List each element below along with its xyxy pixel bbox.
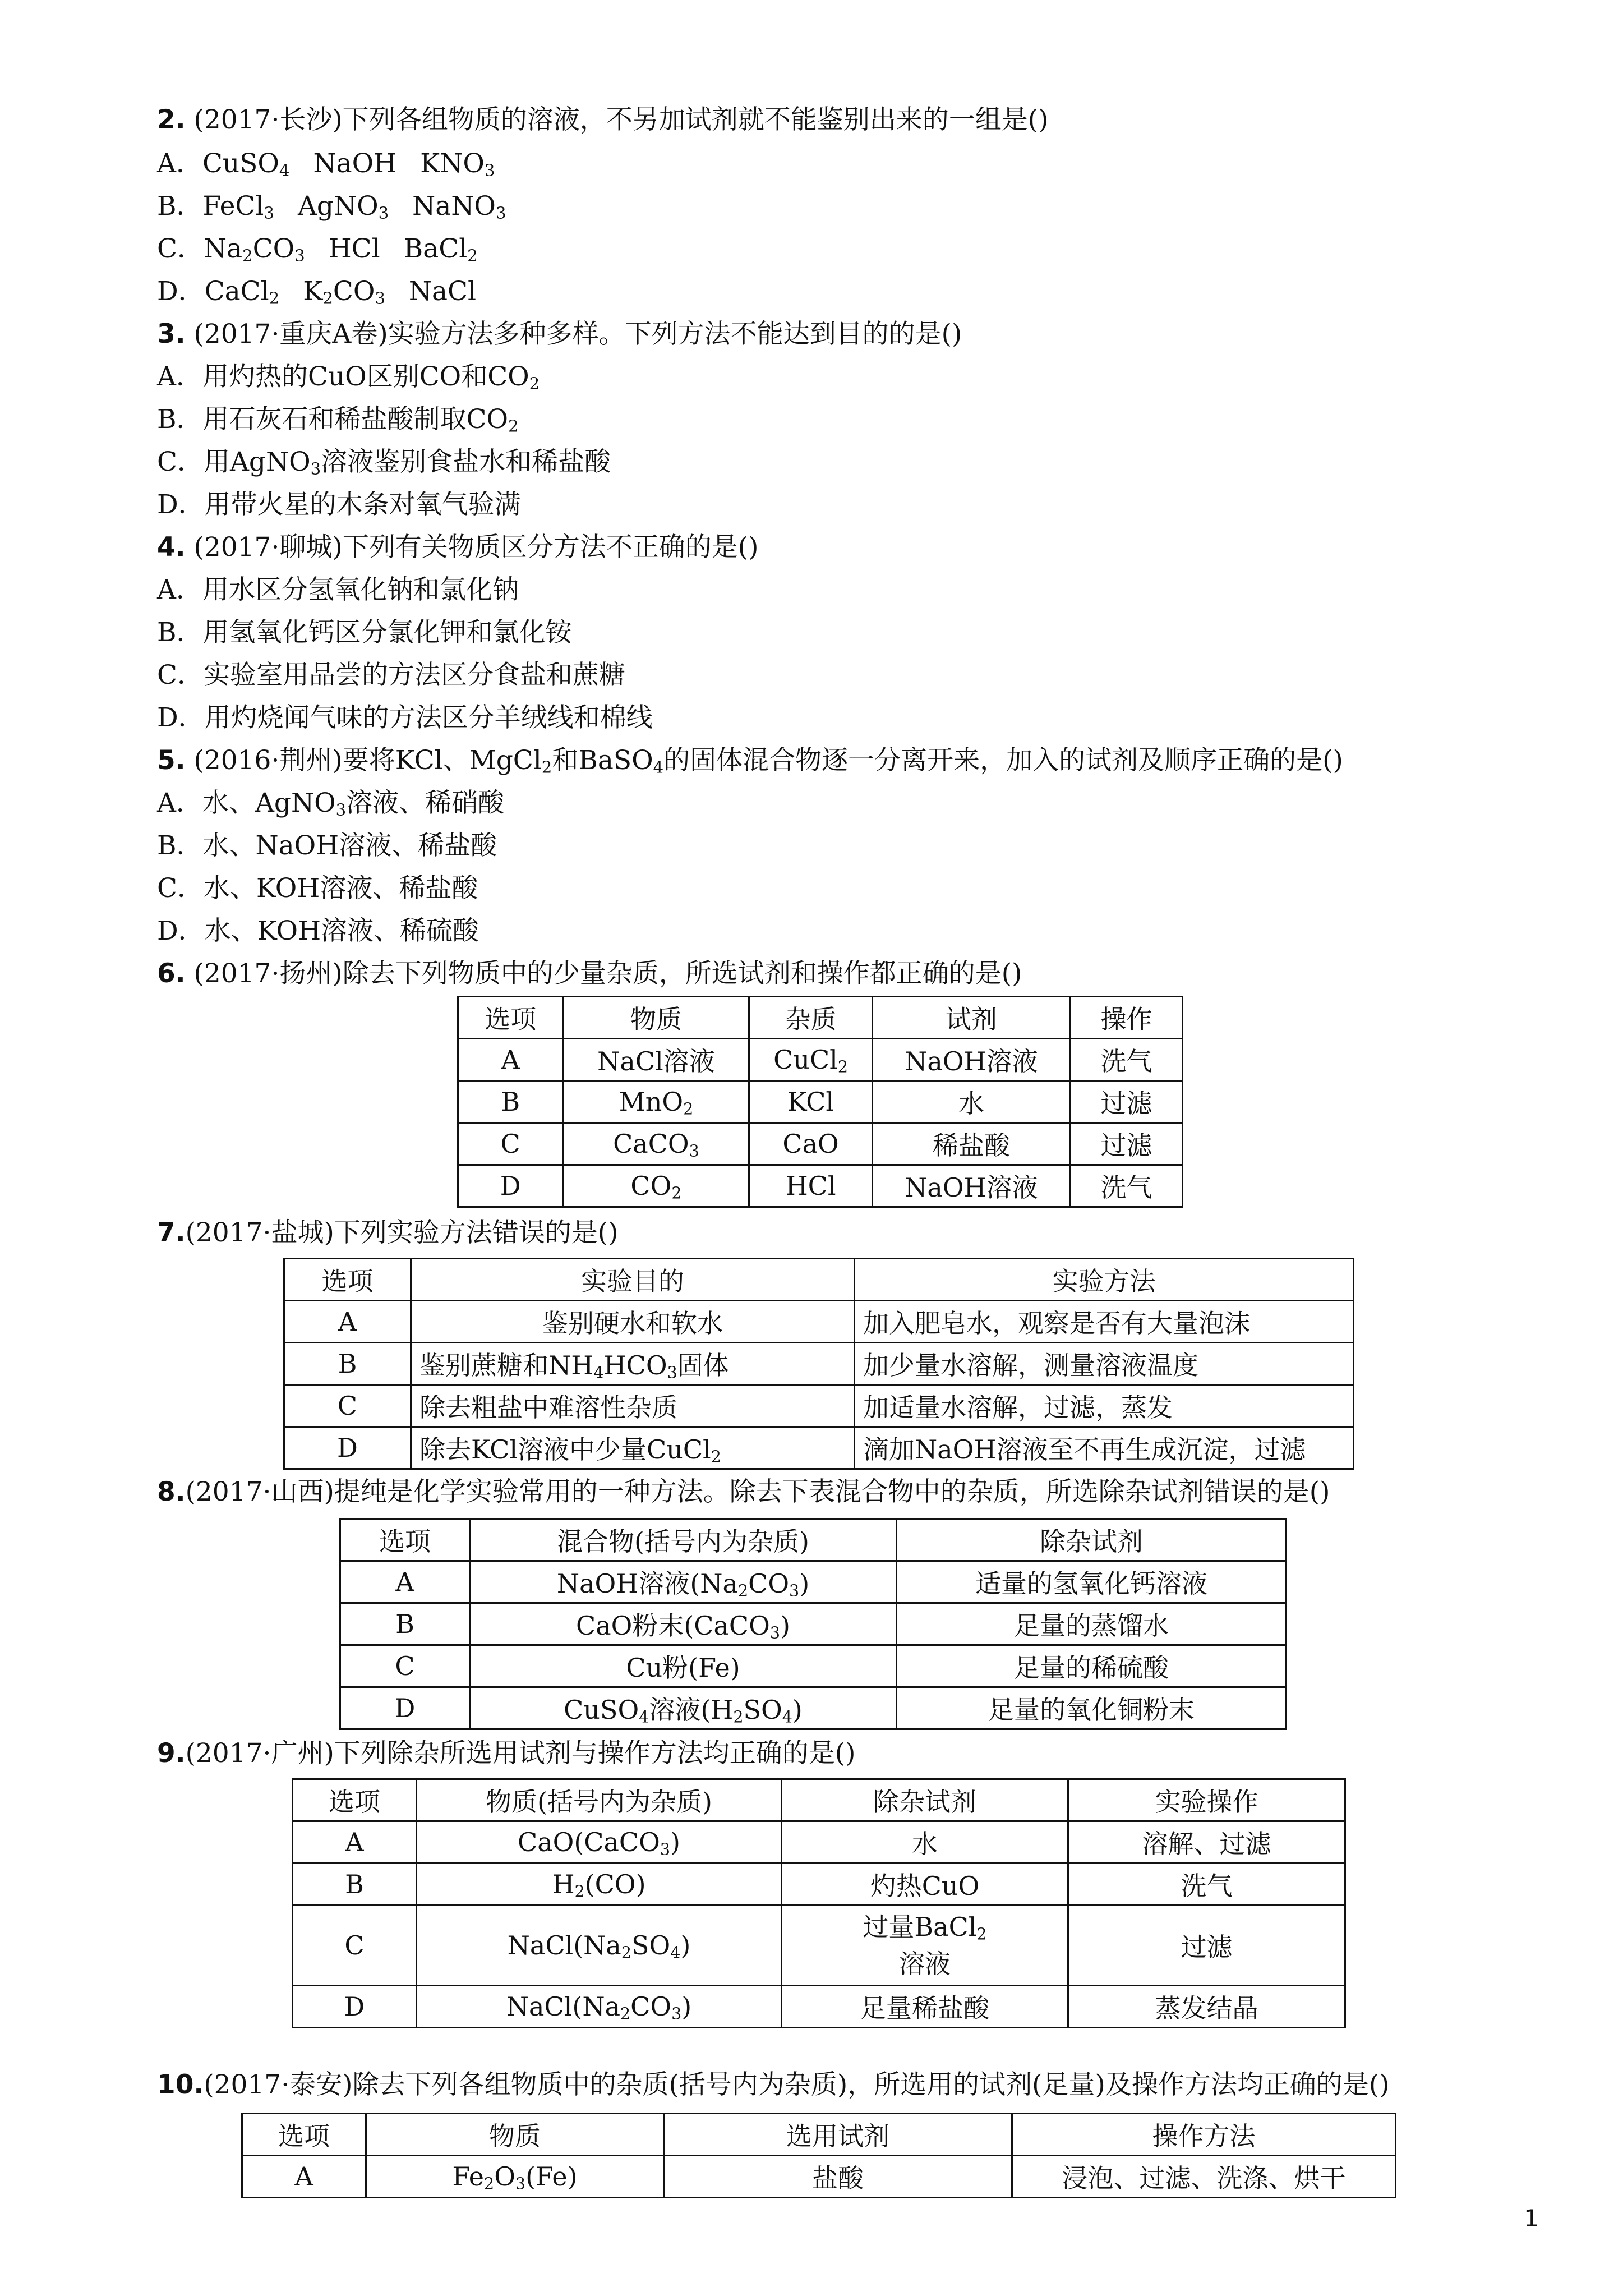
question-2-option-a: A．CuSO$_4$ NaOH $KNO_3$	[157, 148, 495, 180]
table-header-cell: 实验目的	[411, 1259, 855, 1301]
table-cell: 盐酸	[664, 2156, 1012, 2198]
question-4-option-a: A．用水区分氢氧化钠和氯化钠	[157, 574, 519, 605]
table-cell: D	[340, 1687, 470, 1729]
table-row	[293, 1821, 1345, 1864]
table-cell: A	[458, 1039, 564, 1081]
table-cell: A	[340, 1561, 470, 1603]
table-header-cell: 实验操作	[1068, 1779, 1345, 1821]
table-cell: 足量的氧化铜粉末	[897, 1687, 1287, 1729]
table-cell: CaCO$_3$	[563, 1123, 749, 1165]
table-row	[284, 1385, 1354, 1427]
question-3-option-d: D．用带火星的木条对氧气验满	[157, 489, 521, 520]
table-cell: 水	[872, 1081, 1070, 1123]
table-cell: 过滤	[1068, 1906, 1345, 1986]
table-header-row	[284, 1259, 1354, 1301]
table-cell: HCl	[749, 1165, 872, 1207]
question-4-option-b: B．用氢氧化钙区分氯化钾和氯化铵	[157, 617, 572, 648]
table-cell: NaCl溶液	[563, 1039, 749, 1081]
table-row	[340, 1603, 1287, 1645]
question-10-table	[241, 2113, 1396, 2198]
table-cell: D	[293, 1986, 417, 2028]
table-header-row	[340, 1519, 1287, 1561]
table-cell: 足量的蒸馏水	[897, 1603, 1287, 1645]
table-cell: 除去KCl溶液中少量CuCl$_2$	[411, 1427, 855, 1469]
table-header-cell: 选项	[242, 2114, 366, 2156]
table-cell: A	[242, 2156, 366, 2198]
question-4-option-c: C．实验室用品尝的方法区分食盐和蔗糖	[157, 660, 625, 691]
table-cell: $Fe_2O_3(Fe)$	[366, 2156, 664, 2198]
table-header-cell: 选项	[340, 1519, 470, 1561]
table-row	[293, 1864, 1345, 1906]
table-cell: B	[458, 1081, 564, 1123]
table-header-cell: 物质	[366, 2114, 664, 2156]
table-cell: $NaCl(Na_2SO_4)$	[417, 1906, 782, 1986]
question-2-option-d: D．CaCl$_2$ $K_2CO_3$ NaCl	[157, 276, 477, 308]
table-cell: CaO(CaCO$_3$)	[417, 1821, 782, 1864]
table-cell: 蒸发结晶	[1068, 1986, 1345, 2028]
question-3-option-c: C．用AgNO$_3$溶液鉴别食盐水和稀盐酸	[157, 447, 611, 478]
table-cell: 洗气	[1071, 1039, 1183, 1081]
table-cell: 加适量水溶解，过滤，蒸发	[855, 1385, 1354, 1427]
table-cell: 足量稀盐酸	[782, 1986, 1068, 2028]
table-row	[458, 1165, 1183, 1207]
table-cell: CaO粉末(CaCO$_3$)	[470, 1603, 897, 1645]
table-header-cell: 选用试剂	[664, 2114, 1012, 2156]
table-cell: 灼热CuO	[782, 1864, 1068, 1906]
question-3-option-a: A．用灼热的CuO区别CO和$CO_2$	[157, 361, 540, 393]
table-cell: C	[293, 1906, 417, 1986]
table-cell: Cu粉(Fe)	[470, 1645, 897, 1687]
table-row	[458, 1081, 1183, 1123]
table-cell: D	[284, 1427, 411, 1469]
question-6-table	[457, 996, 1183, 1208]
question-4-stem: 4. (2017·聊城)下列有关物质区分方法不正确的是()	[157, 532, 759, 563]
table-cell: CuCl$_2$	[749, 1039, 872, 1081]
table-cell: 溶解、过滤	[1068, 1821, 1345, 1864]
table-cell: NaOH溶液	[872, 1165, 1070, 1207]
table-cell: 鉴别蔗糖和$NH_4HCO_3$固体	[411, 1343, 855, 1385]
table-cell: $CO_2$	[563, 1165, 749, 1207]
table-cell: B	[284, 1343, 411, 1385]
table-cell: A	[293, 1821, 417, 1864]
question-7-table	[283, 1258, 1354, 1470]
table-header-cell: 物质	[563, 997, 749, 1039]
table-header-cell: 除杂试剂	[782, 1779, 1068, 1821]
table-cell: 过量BaCl$_2$ 溶液	[782, 1906, 1068, 1986]
question-9-stem: 9.(2017·广州)下列除杂所选用试剂与操作方法均正确的是()	[157, 1738, 856, 1769]
table-cell: C	[458, 1123, 564, 1165]
table-cell: 水	[782, 1821, 1068, 1864]
table-header-cell: 实验方法	[855, 1259, 1354, 1301]
table-row	[242, 2156, 1396, 2198]
table-cell: 除去粗盐中难溶性杂质	[411, 1385, 855, 1427]
table-header-row	[458, 997, 1183, 1039]
question-5-option-c: C．水、KOH溶液、稀盐酸	[157, 873, 478, 904]
page-number: 1	[1524, 2205, 1539, 2232]
question-10-stem: 10.(2017·泰安)除去下列各组物质中的杂质(括号内为杂质)，所选用的试剂(足量)及操作方法均正确的是()	[157, 2069, 1390, 2100]
question-2-option-c: C．$Na_2CO_3$ HCl BaCl$_2$	[157, 233, 478, 265]
table-cell: C	[340, 1645, 470, 1687]
question-9-table	[292, 1778, 1346, 2028]
question-3-option-b: B．用石灰石和稀盐酸制取$CO_2$	[157, 404, 519, 436]
table-cell: 滴加NaOH溶液至不再生成沉淀，过滤	[855, 1427, 1354, 1469]
question-3-stem: 3. (2017·重庆A卷)实验方法多种多样。下列方法不能达到目的的是()	[157, 319, 962, 349]
question-7-stem: 7.(2017·盐城)下列实验方法错误的是()	[157, 1217, 619, 1248]
table-cell: CuSO$_4$溶液$(H_2SO_4)$	[470, 1687, 897, 1729]
table-row	[340, 1645, 1287, 1687]
table-header-cell: 试剂	[872, 997, 1070, 1039]
table-header-row	[293, 1779, 1345, 1821]
table-row	[284, 1301, 1354, 1343]
table-row	[340, 1561, 1287, 1603]
table-header-cell: 操作	[1071, 997, 1183, 1039]
table-header-row	[242, 2114, 1396, 2156]
table-cell: KCl	[749, 1081, 872, 1123]
table-cell: CaO	[749, 1123, 872, 1165]
table-row	[458, 1123, 1183, 1165]
question-6-stem: 6. (2017·扬州)除去下列物质中的少量杂质，所选试剂和操作都正确的是()	[157, 958, 1022, 989]
table-header-cell: 选项	[293, 1779, 417, 1821]
table-cell: 洗气	[1071, 1165, 1183, 1207]
table-cell: A	[284, 1301, 411, 1343]
table-cell: 加入肥皂水，观察是否有大量泡沫	[855, 1301, 1354, 1343]
question-8-stem: 8.(2017·山西)提纯是化学实验常用的一种方法。除去下表混合物中的杂质，所选除杂试剂错误的是()	[157, 1476, 1330, 1507]
table-cell: 足量的稀硫酸	[897, 1645, 1287, 1687]
table-header-cell: 除杂试剂	[897, 1519, 1287, 1561]
table-row	[293, 1986, 1345, 2028]
table-cell: MnO$_2$	[563, 1081, 749, 1123]
table-header-cell: 混合物(括号内为杂质)	[470, 1519, 897, 1561]
question-5-option-d: D．水、KOH溶液、稀硫酸	[157, 915, 479, 946]
table-header-cell: 操作方法	[1012, 2114, 1396, 2156]
table-cell: NaOH溶液	[872, 1039, 1070, 1081]
table-cell: C	[284, 1385, 411, 1427]
table-cell: 加少量水溶解，测量溶液温度	[855, 1343, 1354, 1385]
table-cell: D	[458, 1165, 564, 1207]
question-8-table	[339, 1518, 1287, 1730]
question-5-option-a: A．水、AgNO$_3$溶液、稀硝酸	[157, 788, 505, 820]
table-cell: $H_2(CO)$	[417, 1864, 782, 1906]
question-5-stem: 5. (2016·荆州)要将KCl、MgCl$_2$和BaSO$_4$的固体混合物逐一分离开来，加入的试剂及顺序正确的是()	[157, 745, 1343, 777]
table-cell: B	[340, 1603, 470, 1645]
question-2-stem: 2. (2017·长沙)下列各组物质的溶液，不另加试剂就不能鉴别出来的一组是()	[157, 104, 1049, 135]
table-cell: 鉴别硬水和软水	[411, 1301, 855, 1343]
table-cell: 稀盐酸	[872, 1123, 1070, 1165]
table-row	[284, 1427, 1354, 1469]
table-header-cell: 杂质	[749, 997, 872, 1039]
table-cell: NaOH溶液$(Na_2CO_3)$	[470, 1561, 897, 1603]
question-5-option-b: B．水、NaOH溶液、稀盐酸	[157, 830, 497, 861]
table-cell: 过滤	[1071, 1081, 1183, 1123]
table-cell: $NaCl(Na_2CO_3)$	[417, 1986, 782, 2028]
question-2-option-b: B．FeCl$_3$ AgNO$_3$ NaNO$_3$	[157, 191, 506, 223]
table-header-cell: 物质(括号内为杂质)	[417, 1779, 782, 1821]
table-cell: 适量的氢氧化钙溶液	[897, 1561, 1287, 1603]
table-header-cell: 选项	[458, 997, 564, 1039]
table-row	[458, 1039, 1183, 1081]
question-4-option-d: D．用灼烧闻气味的方法区分羊绒线和棉线	[157, 702, 653, 733]
table-row	[340, 1687, 1287, 1729]
table-row	[293, 1906, 1345, 1986]
table-cell: 过滤	[1071, 1123, 1183, 1165]
table-cell: 浸泡、过滤、洗涤、烘干	[1012, 2156, 1396, 2198]
table-row	[284, 1343, 1354, 1385]
table-cell: B	[293, 1864, 417, 1906]
table-header-cell: 选项	[284, 1259, 411, 1301]
table-cell: 洗气	[1068, 1864, 1345, 1906]
